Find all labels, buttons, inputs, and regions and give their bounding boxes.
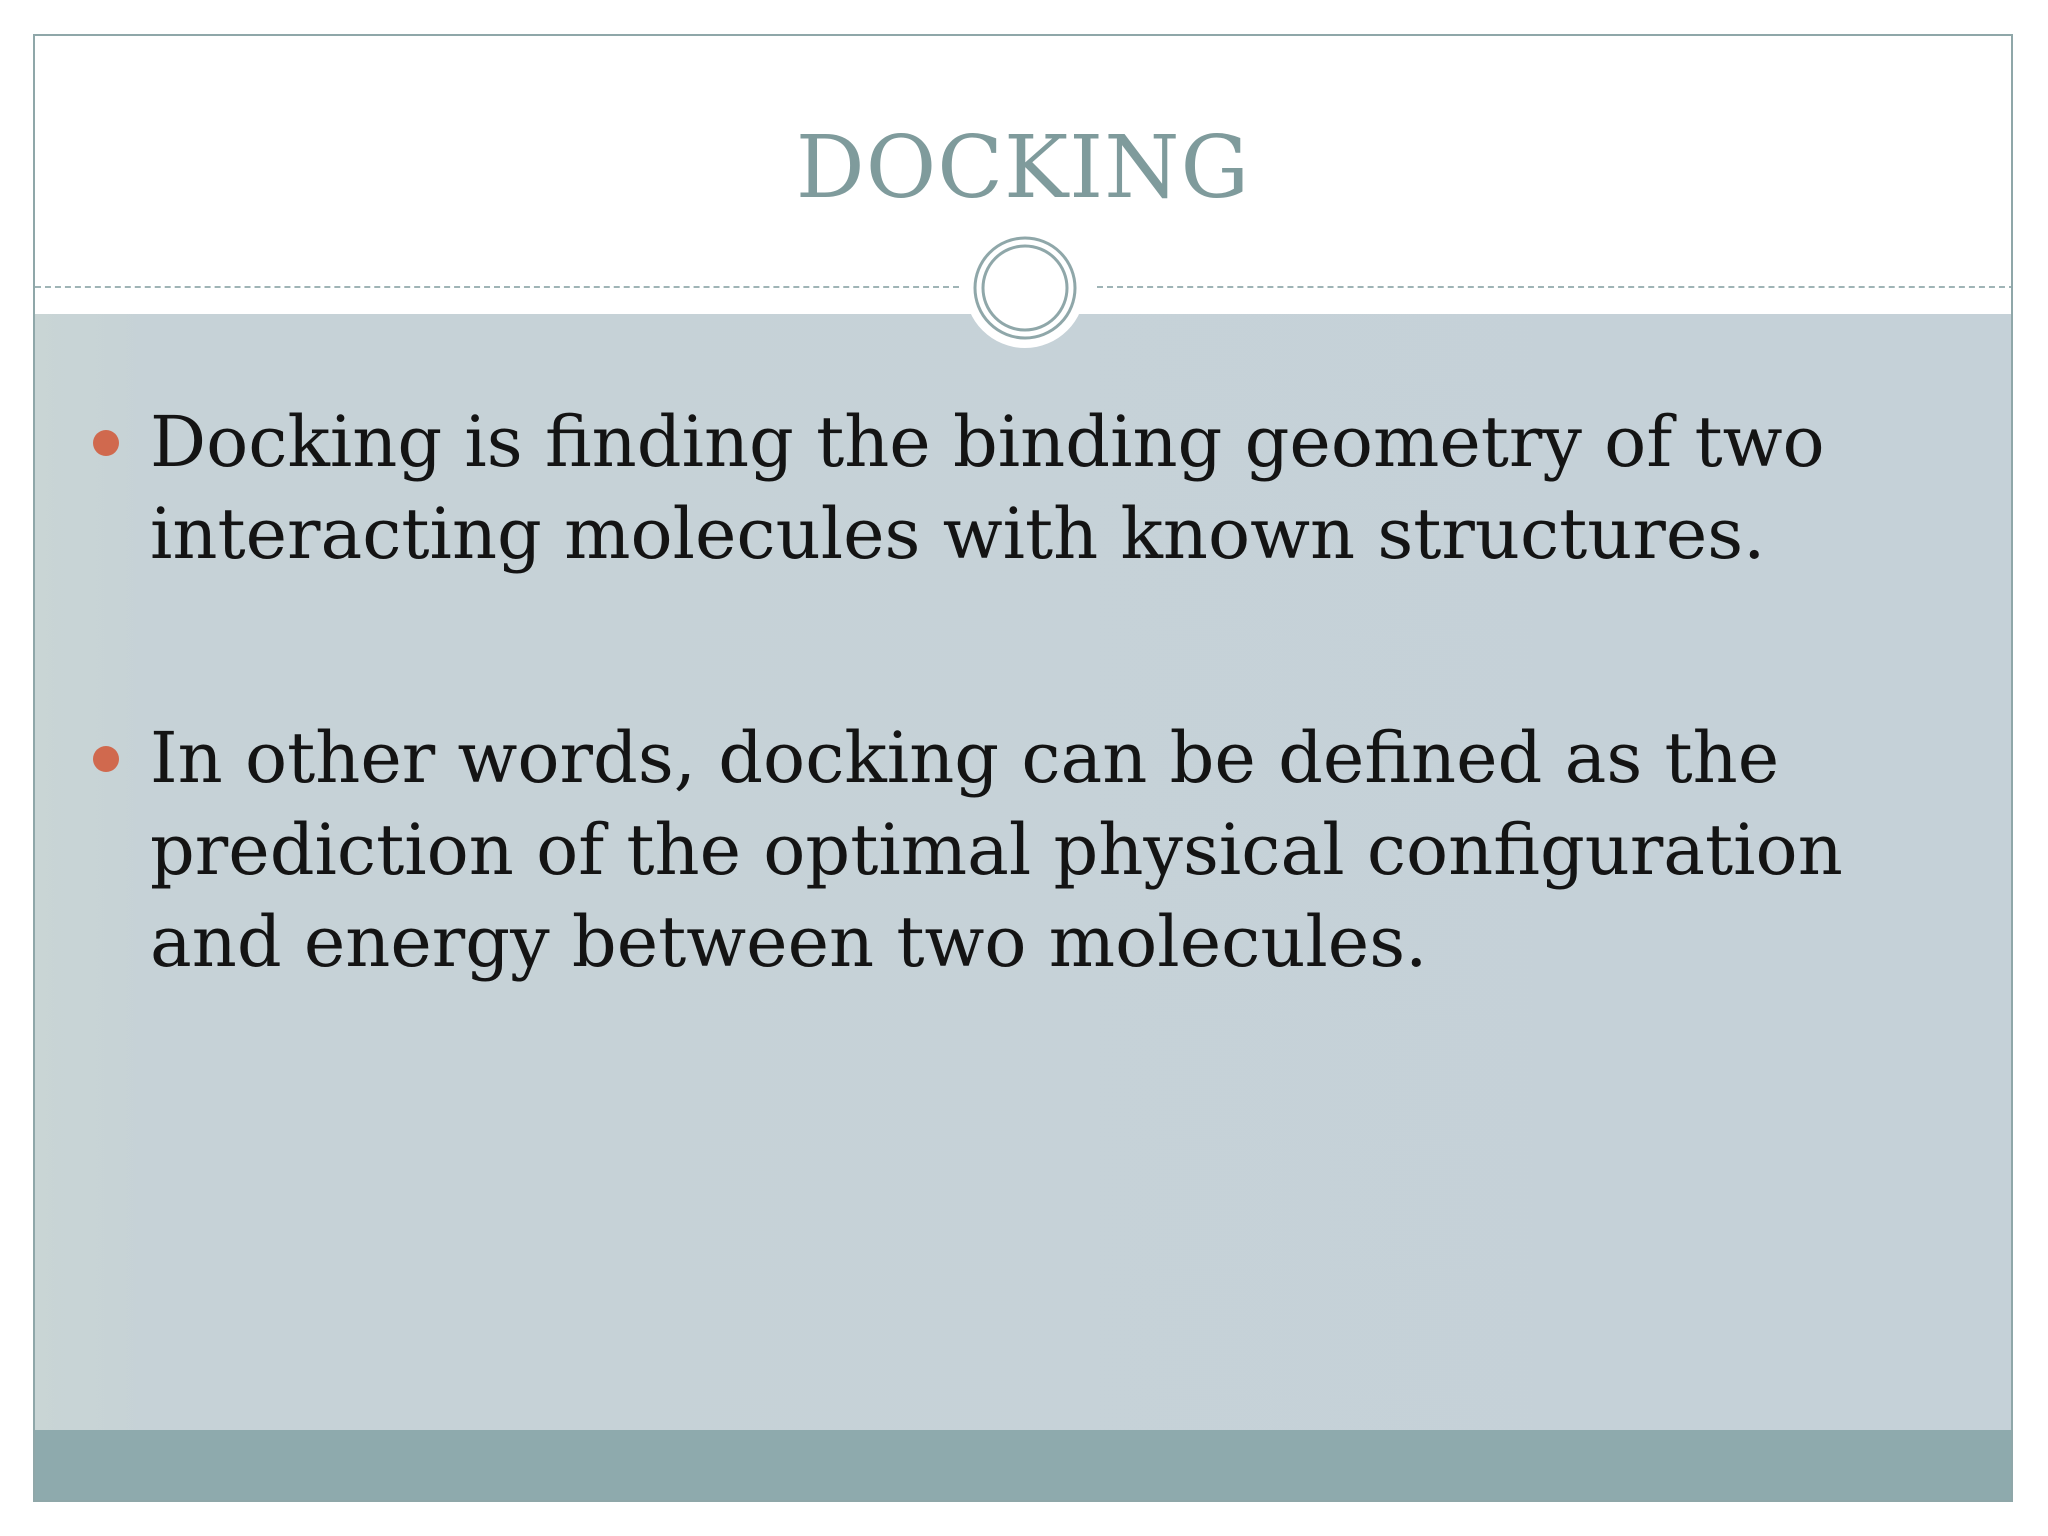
slide-title: DOCKING xyxy=(795,118,1251,218)
footer-bar xyxy=(35,1430,2011,1500)
bullet-list xyxy=(35,314,2011,1434)
header-divider-left xyxy=(35,286,959,288)
slide xyxy=(33,34,2013,1502)
bullet-item-2: In other words, docking can be defined as the prediction of the optimal physical configuration and energy between two molecules. xyxy=(150,717,1843,983)
bullet-dot-icon xyxy=(93,746,119,772)
header-divider-right xyxy=(1097,286,2013,288)
bullet-dot-icon xyxy=(93,430,119,456)
bullet-item-1: Docking is finding the binding geometry of two interacting molecules with known structures. xyxy=(150,401,1825,575)
circle-ornament-icon xyxy=(963,226,1087,350)
content-panel xyxy=(35,314,2011,1434)
